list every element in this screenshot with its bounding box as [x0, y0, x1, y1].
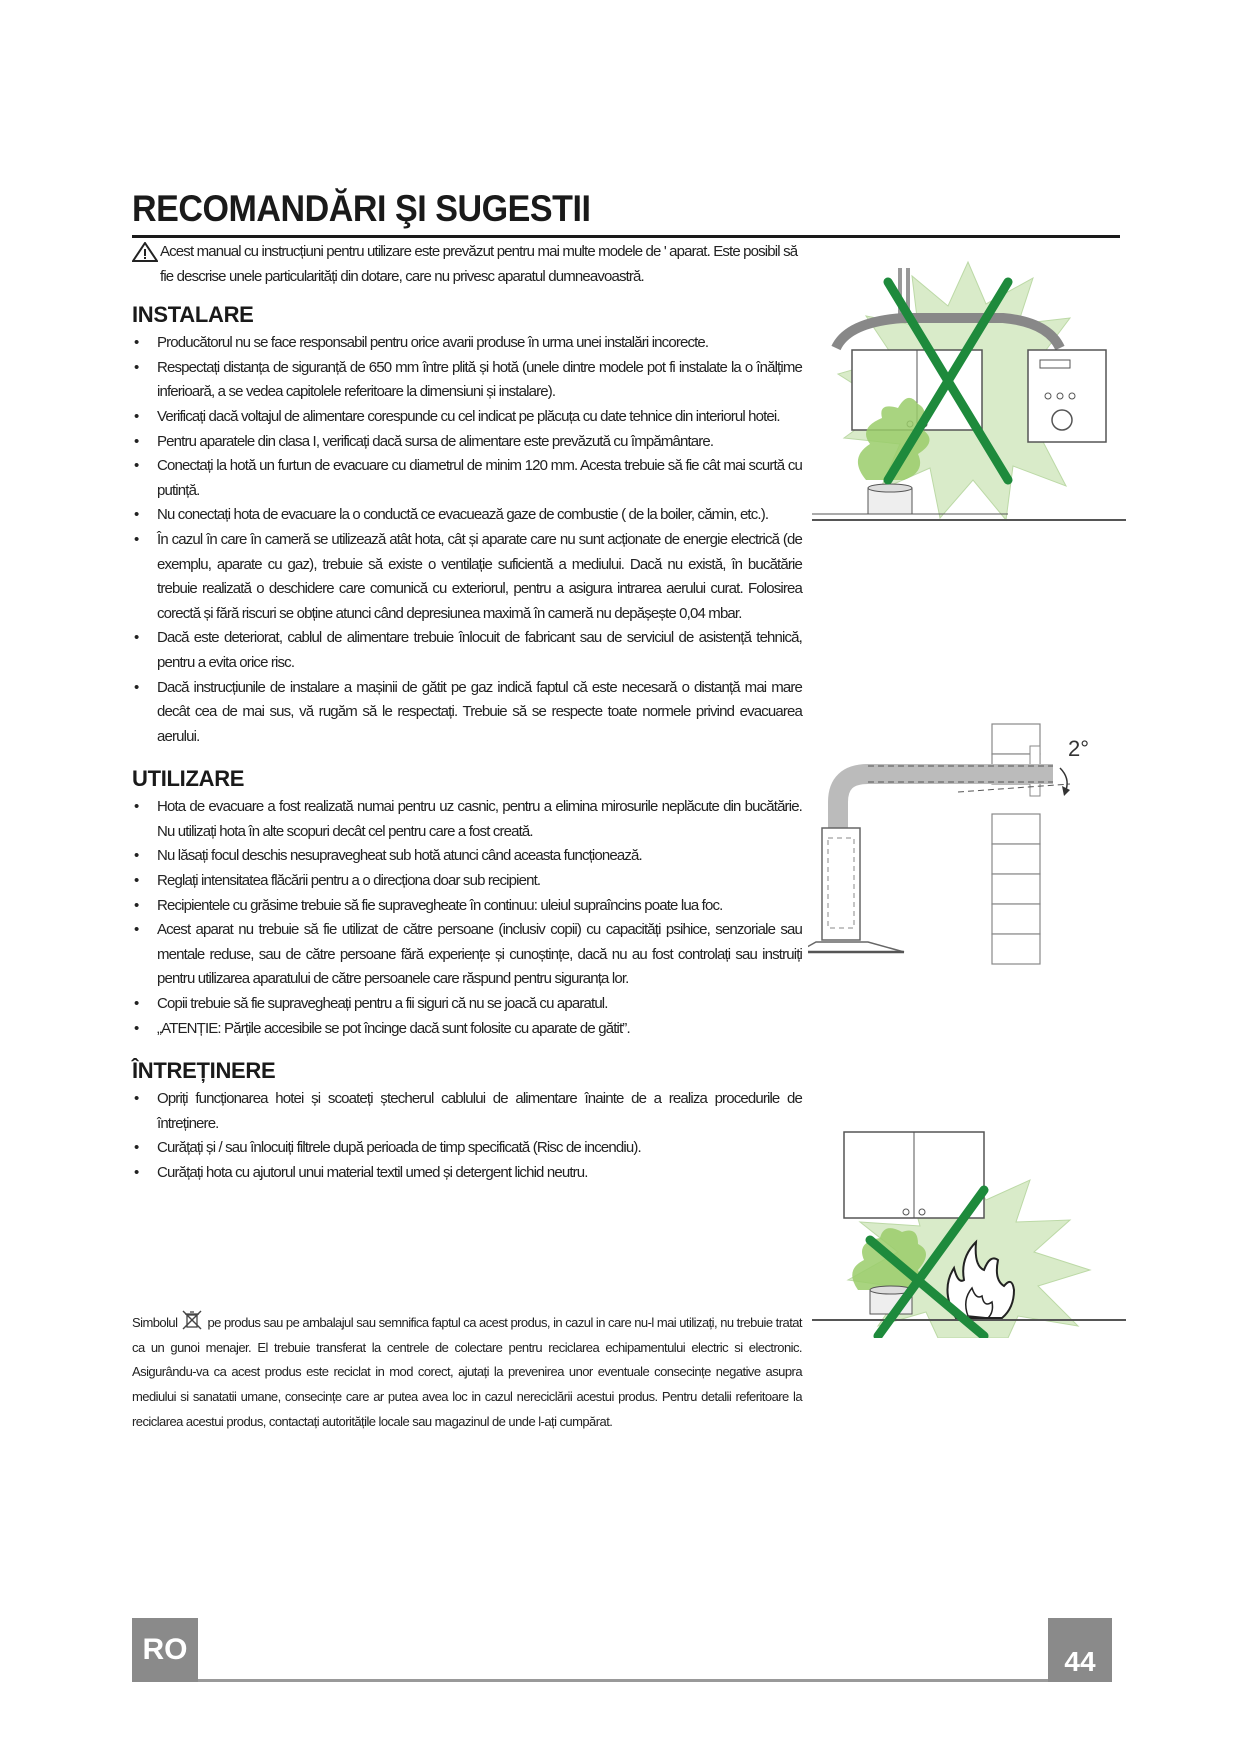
disposal-text-after: pe produs sau pe ambalajul sau semnifica faptul ca acest produs, in cazul in care nu-l mai utilizați, nu trebuie tratat ca un gunoi menajer. El trebuie transferat la centrele de colectare pentru reciclarea echipamentului electric si electronic. Asigurându-va ca acest produs este reciclat in mod corect, ajutați la prevenirea unor eventuale consecințe negative asupra mediului si sanatatii umane, consecințe care ar putea avea loc in cazul nereciclării acestui produs. Pentru detalii referitoare la reciclarea acestui produs, contactați autoritățile locale sau magazinul de unde l-ați cumpărat. — [132, 1315, 802, 1429]
list-item: • Curățați hota cu ajutorul unui material textil umed și detergent lichid neutru. — [132, 1161, 802, 1186]
list-utilizare — [132, 795, 802, 1041]
list-item: • Acest aparat nu trebuie să fie utilizat de către persoane (inclusiv copii) cu capacități psihice, senzoriale sau mentale reduse, sau de către persoane fără experiențe și cunoștințe, dacă nu au fost controlați sau instruiți pentru utilizarea aparatului de către persoanele care răspund pentru siguranța lor. — [132, 918, 802, 992]
page-number: 44 — [1048, 1618, 1112, 1682]
crossed-bin-icon — [181, 1310, 203, 1330]
list-item: • Conectați la hotă un furtun de evacuare cu diametrul de minim 120 mm. Acesta trebuie să fie cât mai scurtă cu putință. — [132, 454, 802, 503]
duct-angle-illustration — [808, 720, 1130, 980]
list-item: • În cazul în care în cameră se utilizează atât hota, cât și aparate care nu sunt acționate de energie electrică (de exemplu, aparate cu gaz), trebuie să existe o ventilație suficientă a mediului. Dacă nu există, în bucătărie trebuie realizată o deschidere care comunică cu exteriorul, pentru a asigura intrarea aerului curat. Folosirea corectă și fără riscuri se obține atunci când depresiunea maximă în cameră nu depășește 0,04 mbar. — [132, 528, 802, 626]
list-item: • Curățați și / sau înlocuiți filtrele după perioada de timp specificată (Risc de incendiu). — [132, 1136, 802, 1161]
list-item: • Nu lăsați focul deschis nesupravegheat sub hotă atunci când aceasta funcționează. — [132, 844, 802, 869]
list-intretinere — [132, 1087, 802, 1185]
list-item: • Nu conectați hota de evacuare la o conductă ce evacuează gaze de combustie ( de la boiler, cămin, etc.). — [132, 503, 802, 528]
warning-icon — [132, 242, 158, 262]
list-item: • Reglați intensitatea flăcării pentru a o direcționa doar sub recipient. — [132, 869, 802, 894]
hood-distance-illustration — [808, 258, 1130, 540]
heading-intretinere: ÎNTREȚINERE — [132, 1058, 276, 1084]
list-item: • Dacă instrucțiunile de instalare a mașinii de gătit pe gaz indică faptul că este necesară o distanță mai mare decât cea de mai sus, vă rugăm să le respectați. Trebuie să se respecte toate normele privind evacuarea aerului. — [132, 676, 802, 750]
title-rule — [132, 235, 1120, 238]
list-item: • Respectați distanța de siguranță de 650 mm între plită și hotă (unele dintre modele pot fi instalate la o înălțime inferioară, a se vedea capitolele referitoare la dimensiuni și instalare). — [132, 356, 802, 405]
intro-text: Acest manual cu instrucțiuni pentru utilizare este prevăzut pentru mai multe modele de ' aparat. Este posibil să fie descrise unele particularități din dotare, care nu privesc aparatul dumneavoastră. — [160, 243, 798, 285]
footer-rule — [198, 1679, 1048, 1682]
list-item: • Verificați dacă voltajul de alimentare corespunde cu cel indicat pe plăcuța cu date tehnice din interiorul hotei. — [132, 405, 802, 430]
intro-note — [132, 240, 802, 289]
heading-utilizare: UTILIZARE — [132, 766, 245, 792]
list-item: • Recipientele cu grăsime trebuie să fie supravegheate în continuu: uleiul supraîncins poate lua foc. — [132, 894, 802, 919]
list-item: • Opriți funcționarea hotei și scoateți ștecherul cablului de alimentare înainte de a realiza procedurile de întreținere. — [132, 1087, 802, 1136]
list-item: • Pentru aparatele din clasa I, verificați dacă sursa de alimentare este prevăzută cu împământare. — [132, 430, 802, 455]
list-item: • Dacă este deteriorat, cablul de alimentare trebuie înlocuit de fabricant sau de serviciul de asistență tehnică, pentru a evita orice risc. — [132, 626, 802, 675]
disposal-note — [132, 1310, 802, 1435]
angle-label: 2° — [1068, 736, 1090, 761]
list-item: • Hota de evacuare a fost realizată numai pentru uz casnic, pentru a elimina mirosurile neplăcute din bucătărie. Nu utilizați hota în alte scopuri decât cel pentru care a fost creată. — [132, 795, 802, 844]
open-flame-illustration — [808, 1130, 1130, 1338]
list-item: • Copii trebuie să fie supravegheați pentru a fii siguri că nu se joacă cu aparatul. — [132, 992, 802, 1017]
heading-instalare: INSTALARE — [132, 302, 254, 328]
main-text — [132, 240, 802, 1186]
disposal-text-before: Simbolul — [132, 1315, 178, 1330]
list-item: • Producătorul nu se face responsabil pentru orice avarii produse în urma unei instalări incorecte. — [132, 331, 802, 356]
page-title: RECOMANDĂRI ŞI SUGESTII — [132, 188, 591, 229]
language-badge: RO — [132, 1618, 198, 1682]
list-instalare — [132, 331, 802, 749]
list-item: • „ATENȚIE: Părțile accesibile se pot încinge dacă sunt folosite cu aparate de gătit”. — [132, 1017, 802, 1042]
